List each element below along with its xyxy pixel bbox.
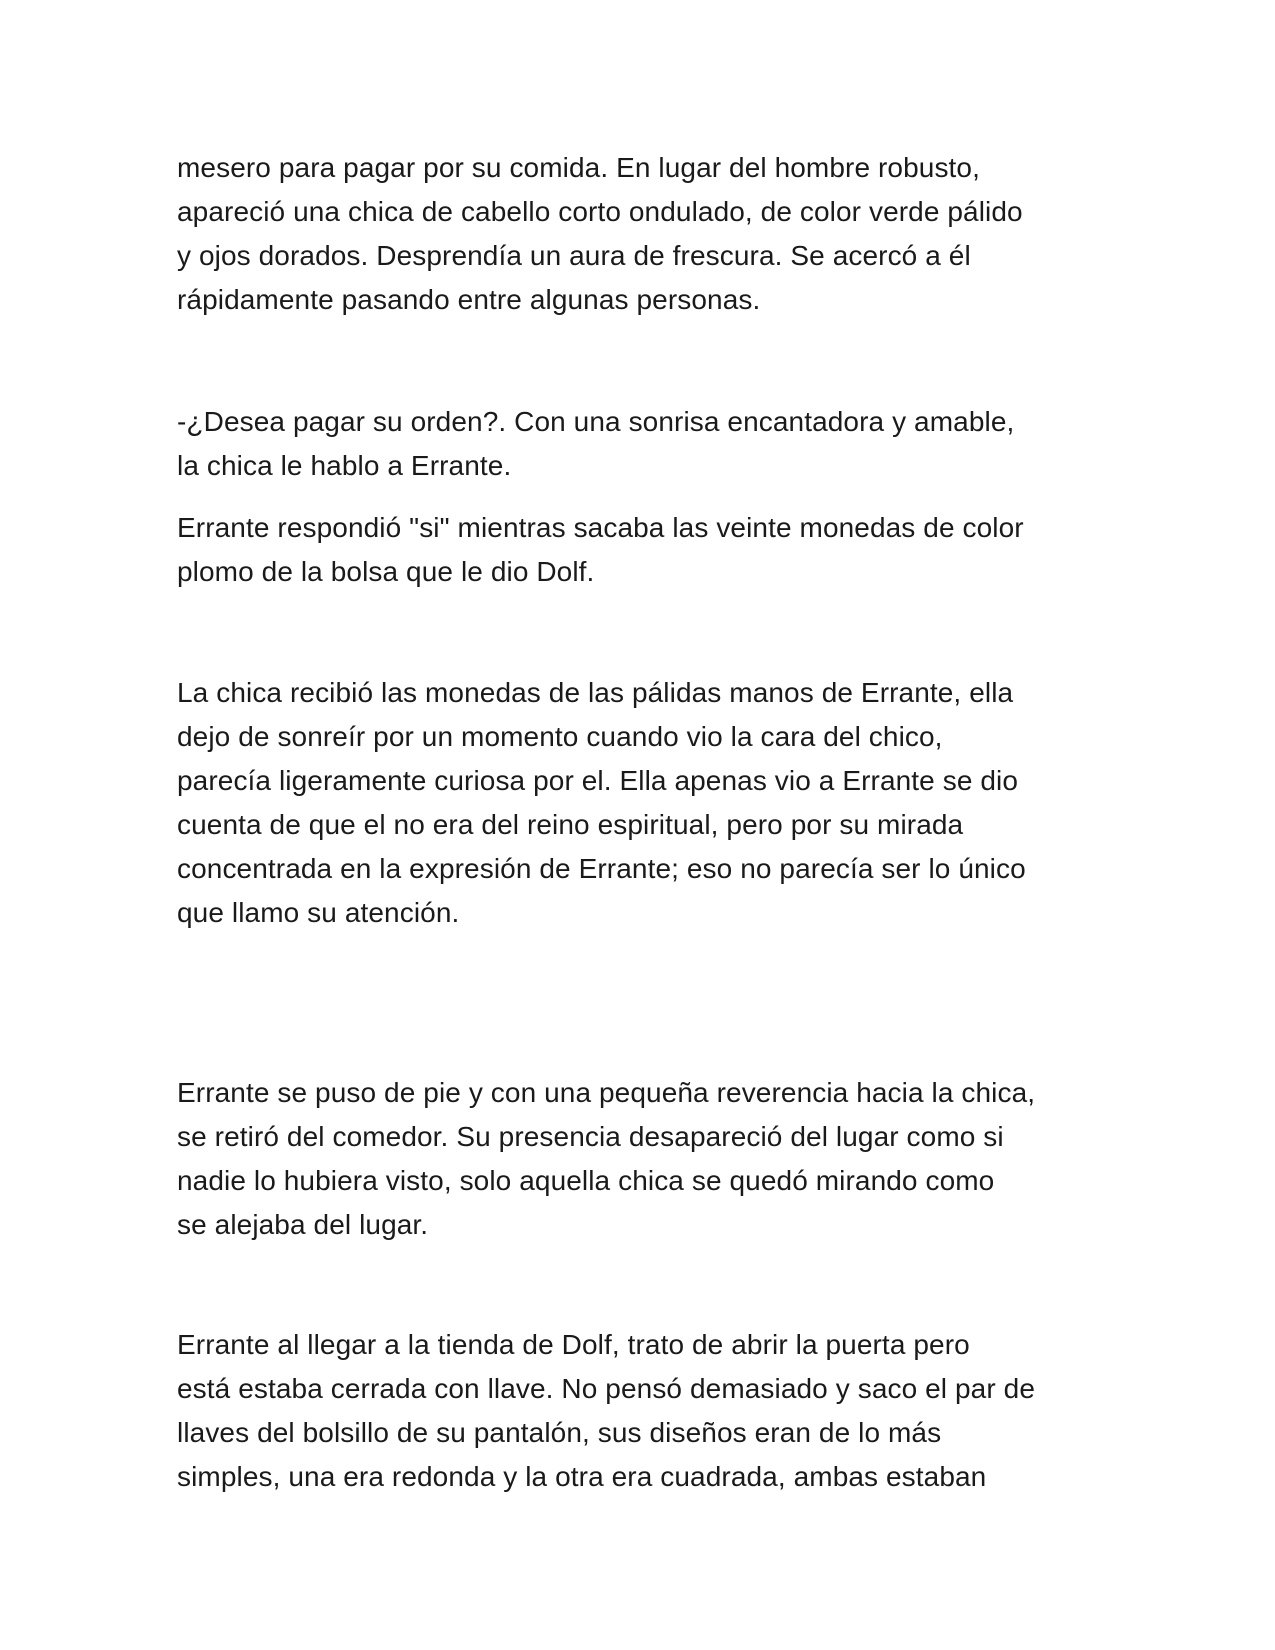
paragraph-3: Errante respondió "si" mientras sacaba las veinte monedas de color plomo de la bolsa que le dio Dolf. — [177, 512, 1024, 587]
paragraph-2: -¿Desea pagar su orden?. Con una sonrisa encantadora y amable, la chica le hablo a Errante. — [177, 406, 1015, 481]
paragraph-4: La chica recibió las monedas de las pálidas manos de Errante, ella dejo de sonreír por un momento cuando vio la cara del chico, parecía ligeramente curiosa por el. Ella apenas vio a Errante se dio cuenta de que el no era del reino espiritual, pero por su mirada concentrada en la expresión de Errante; eso no parecía ser lo único que llamo su atención. — [177, 677, 1026, 928]
paragraph-6: Errante al llegar a la tienda de Dolf, trato de abrir la puerta pero está estaba cerrada con llave. No pensó demasiado y saco el par de llaves del bolsillo de su pantalón, sus diseños eran de lo más simples, una era redonda y la otra era cuadrada, ambas estaban — [177, 1329, 1036, 1492]
paragraph-5: Errante se puso de pie y con una pequeña reverencia hacia la chica, se retiró del comedor. Su presencia desapareció del lugar como si nadie lo hubiera visto, solo aquella chica se quedó mirando como se alejaba del lugar. — [177, 1077, 1036, 1240]
paragraph-1: mesero para pagar por su comida. En lugar del hombre robusto, apareció una chica de cabello corto ondulado, de color verde pálido y ojos dorados. Desprendía un aura de frescura. Se acercó a él rápidamente pasando entre algunas personas. — [177, 152, 1023, 315]
